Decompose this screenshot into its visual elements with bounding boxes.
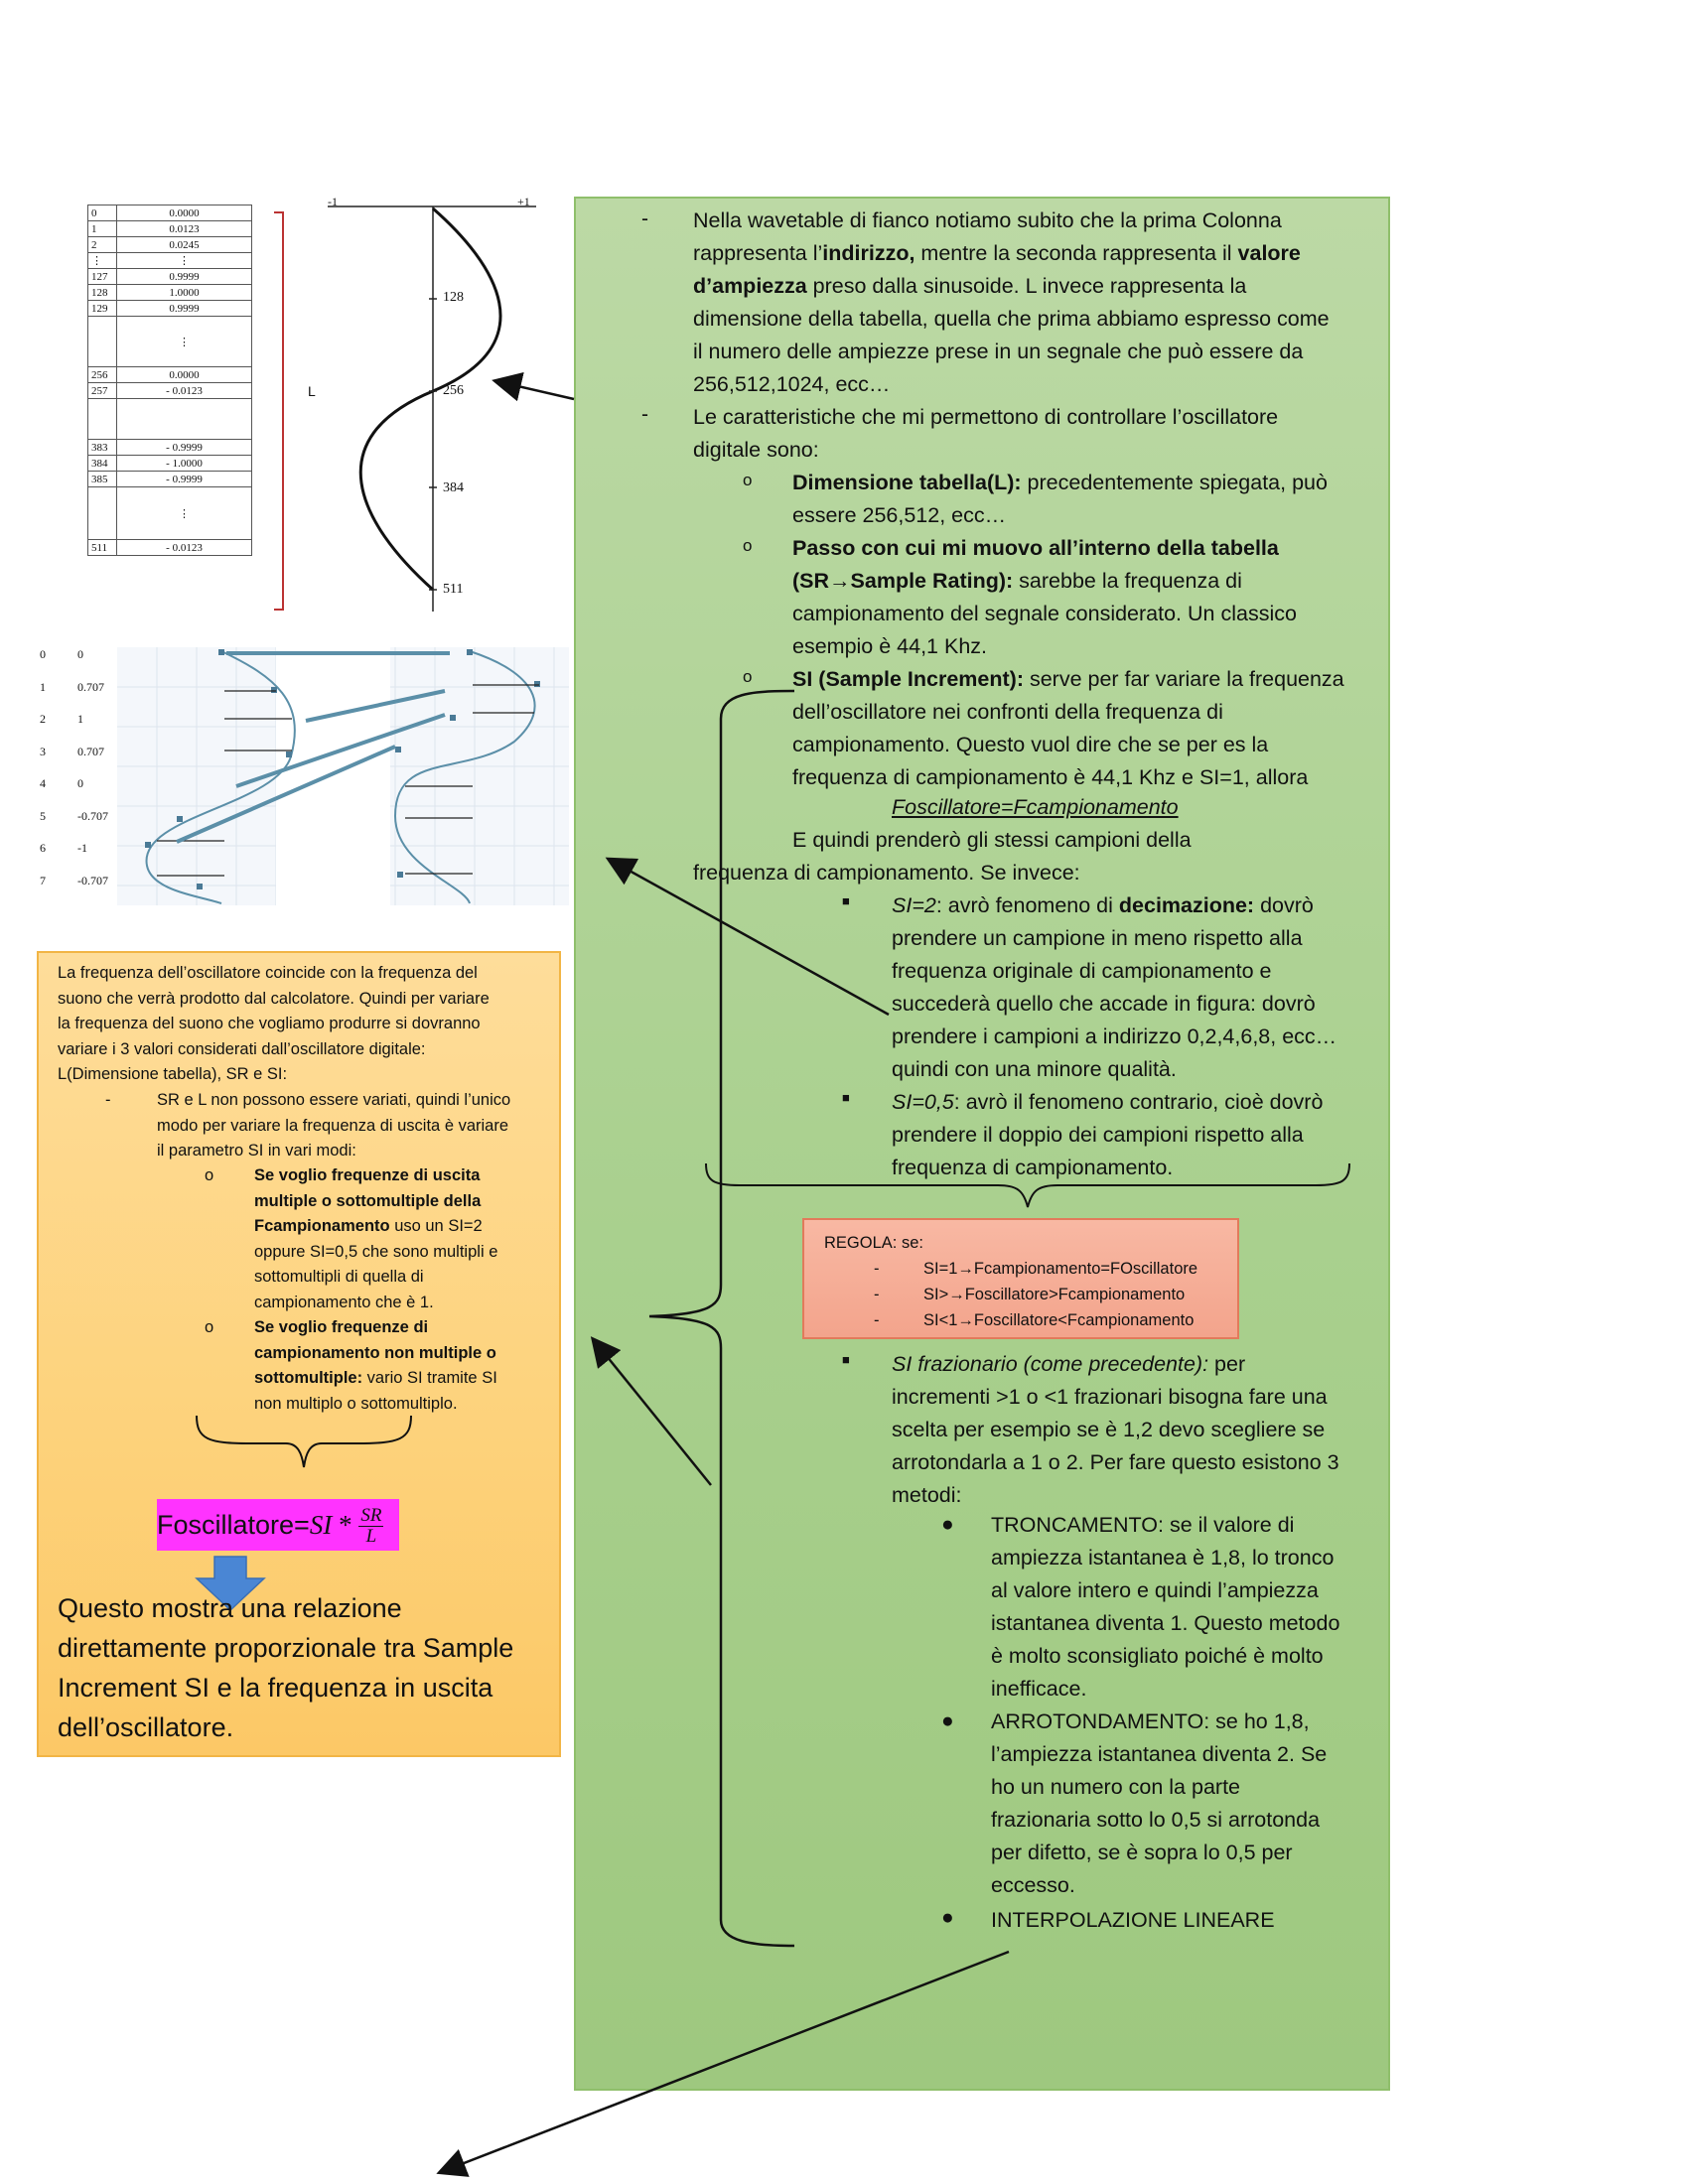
wavetable-index: 257 bbox=[88, 383, 117, 399]
orange-case-1-text: Fcampionamento bbox=[254, 1217, 390, 1235]
green-si2-text: prendere i campioni a indirizzo 0,2,4,6,8, ecc… bbox=[892, 1024, 1337, 1048]
green-arrotondamento-text: frazionaria sotto lo 0,5 si arrotonda bbox=[991, 1808, 1321, 1832]
green-arrotondamento-text: l’ampiezza istantanea diventa 2. Se bbox=[991, 1742, 1328, 1766]
wavetable-value: 0.9999 bbox=[117, 301, 252, 317]
wavetable-value: ⋮ bbox=[117, 253, 252, 269]
green-item-sample-increment-text: serve per far variare la frequenza bbox=[1023, 667, 1344, 691]
wavetable-index: 256 bbox=[88, 367, 117, 383]
green-si-frazionario-text: scelta per esempio se è 1,2 devo scegliere se bbox=[892, 1418, 1326, 1441]
orange-case-2-text: vario SI tramite SI bbox=[362, 1369, 497, 1387]
green-item-passo-text: sarebbe la frequenza di bbox=[1013, 569, 1242, 593]
green-paragraph-1-text: d’ampiezza bbox=[693, 274, 807, 298]
orange-case-1-text: sottomultipli di quella di bbox=[254, 1268, 424, 1286]
orange-intro-text: La frequenza dell’oscillatore coincide con la frequenza del bbox=[58, 964, 478, 982]
orange-case-2-text: non multiplo o sottomultiplo. bbox=[254, 1394, 458, 1413]
disc-bullet: ● bbox=[941, 1709, 954, 1732]
wavetable-value: ⋮ bbox=[117, 487, 252, 540]
sample-value: -0.707 bbox=[77, 808, 108, 823]
wavetable-index: 128 bbox=[88, 285, 117, 301]
green-si2-text: dovrò bbox=[1254, 893, 1314, 917]
circle-bullet: o bbox=[743, 471, 753, 489]
sample-index: 3 bbox=[40, 744, 46, 758]
green-si-frazionario-text: arrotondarla a 1 o 2. Per fare questo esistono 3 bbox=[892, 1450, 1339, 1474]
green-troncamento-text: al valore intero e quindi l’ampiezza bbox=[991, 1578, 1319, 1602]
formula-mul: * bbox=[332, 1510, 359, 1540]
green-troncamento-text: istantanea diventa 1. Questo metodo bbox=[991, 1611, 1340, 1635]
wavetable-value: 0.9999 bbox=[117, 269, 252, 285]
formula-foscillatore-fcampionamento: Foscillatore=Fcampionamento bbox=[892, 795, 1179, 819]
orange-case-2-text: campionamento non multiple o bbox=[254, 1343, 496, 1362]
sample-value: -1 bbox=[77, 841, 87, 855]
green-paragraph-1-text: preso dalla sinusoide. L invece rappresenta la bbox=[806, 274, 1247, 298]
orange-conclusion-line: dell’oscillatore. bbox=[58, 1712, 234, 1742]
orange-case-1-text: oppure SI=0,5 che sono multipli e bbox=[254, 1242, 498, 1261]
orange-intro-text: variare i 3 valori considerati dall’oscillatore digitale: bbox=[58, 1039, 426, 1058]
disc-bullet: ● bbox=[941, 1906, 954, 1929]
green-arrotondamento-text: per difetto, se è sopra lo 0,5 per bbox=[991, 1841, 1293, 1864]
tick-label-384: 384 bbox=[443, 480, 464, 495]
orange-case-1-text: uso un SI=2 bbox=[389, 1217, 483, 1235]
orange-intro-text: la frequenza del suono che vogliamo produrre si dovranno bbox=[58, 1015, 481, 1032]
dash-bullet: - bbox=[641, 403, 648, 426]
circle-bullet: o bbox=[743, 667, 753, 686]
wavetable-index: 385 bbox=[88, 472, 117, 487]
green-item-dimensione-text: precedentemente spiegata, può bbox=[1021, 471, 1328, 494]
green-troncamento-text: inefficace. bbox=[991, 1677, 1087, 1701]
after-formula-text: E quindi prenderò gli stessi campioni della bbox=[792, 828, 1192, 852]
formula-numerator: SR bbox=[360, 1505, 382, 1527]
wavetable-value: - 0.9999 bbox=[117, 472, 252, 487]
orange-conclusion-line: Increment SI e la frequenza in uscita bbox=[58, 1673, 493, 1703]
after-formula-text-2: frequenza di campionamento. Se invece: bbox=[693, 861, 1080, 885]
sample-index: 2 bbox=[40, 712, 46, 726]
sample-value: 0.707 bbox=[77, 744, 104, 758]
green-paragraph-1-text: Nella wavetable di fianco notiamo subito che la prima Colonna bbox=[693, 208, 1282, 232]
wavetable-index: 2 bbox=[88, 237, 117, 253]
orange-case-1-text: campionamento che è 1. bbox=[254, 1293, 434, 1311]
wavetable-index: 1 bbox=[88, 221, 117, 237]
tick-label-128: 128 bbox=[443, 290, 464, 305]
wavetable-index: 384 bbox=[88, 456, 117, 472]
square-bullet: ■ bbox=[842, 893, 850, 908]
wavetable-value: 0.0000 bbox=[117, 367, 252, 383]
orange-intro-text: suono che verrà prodotto dal calcolatore. Quindi per variare bbox=[58, 989, 490, 1008]
square-bullet: ■ bbox=[842, 1352, 850, 1367]
wavetable-index: ⋮ bbox=[88, 253, 117, 269]
green-paragraph-1-text: rappresenta l’ bbox=[693, 241, 823, 265]
green-paragraph-1-text: 256,512,1024, ecc… bbox=[693, 372, 891, 396]
green-si05-text: : avrò il fenomeno contrario, cioè dovrò bbox=[953, 1090, 1324, 1114]
rule-line-2: SI>→Foscillatore>Fcampionamento bbox=[923, 1286, 1186, 1303]
rule-title: REGOLA: se: bbox=[824, 1234, 923, 1252]
green-troncamento-text: TRONCAMENTO: se il valore di bbox=[991, 1513, 1295, 1537]
disc-bullet: ● bbox=[941, 1513, 954, 1536]
sample-value: 1 bbox=[77, 712, 83, 726]
green-si-frazionario-text: metodi: bbox=[892, 1483, 962, 1507]
wavetable-index: 511 bbox=[88, 540, 117, 556]
axis-plus-label: +1 bbox=[517, 195, 530, 208]
wavetable-value: 0.0000 bbox=[117, 205, 252, 221]
axis-minus-label: -1 bbox=[328, 195, 338, 208]
dash-bullet: - bbox=[641, 207, 648, 230]
rule-line-3: SI<1→Foscillatore<Fcampionamento bbox=[923, 1311, 1195, 1329]
formula-si: SI bbox=[309, 1510, 333, 1540]
wavetable-value: 0.0123 bbox=[117, 221, 252, 237]
sample-index: 1 bbox=[40, 679, 46, 694]
orange-case-1-text: Se voglio frequenze di uscita bbox=[254, 1166, 481, 1184]
green-paragraph-2-text: Le caratteristiche che mi permettono di controllare l’oscillatore bbox=[693, 405, 1279, 429]
formula-left: Foscillatore= bbox=[157, 1510, 310, 1540]
green-paragraph-1-text: indirizzo, bbox=[822, 241, 915, 265]
orange-case-2-text: sottomultiple: bbox=[254, 1369, 363, 1387]
sample-index: 6 bbox=[40, 841, 46, 855]
orange-conclusion-line: direttamente proporzionale tra Sample bbox=[58, 1633, 514, 1663]
green-si2-text: : avrò fenomeno di bbox=[935, 893, 1119, 917]
circle-bullet: o bbox=[205, 1166, 214, 1184]
wavetable-value: - 0.0123 bbox=[117, 383, 252, 399]
interpolazione-lineare: INTERPOLAZIONE LINEARE bbox=[991, 1908, 1275, 1932]
rule-box: REGOLA: se: - SI=1→Fcampionamento=FOscillatore - SI>→Foscillatore>Fcampionamento - SI<1→Foscillatore<Fcampionamento bbox=[802, 1218, 1239, 1339]
sample-index: 0 bbox=[40, 647, 46, 661]
wavetable-value: 1.0000 bbox=[117, 285, 252, 301]
square-bullet: ■ bbox=[842, 1090, 850, 1105]
green-item-passo-text: Passo con cui mi muovo all’interno della tabella bbox=[792, 536, 1279, 560]
orange-case-1-text: multiple o sottomultiple della bbox=[254, 1191, 482, 1210]
green-si2-text: SI=2 bbox=[892, 893, 936, 917]
orange-intro-text: L(Dimensione tabella), SR e SI: bbox=[58, 1065, 288, 1083]
dash-bullet: - bbox=[105, 1091, 111, 1109]
formula-denominator: L bbox=[365, 1526, 377, 1548]
sample-value: -0.707 bbox=[77, 873, 108, 887]
circle-bullet: o bbox=[743, 536, 753, 555]
green-item-sample-increment-text: SI (Sample Increment): bbox=[792, 667, 1024, 691]
green-item-sample-increment-text: dell’oscillatore nei confronti della frequenza di bbox=[792, 700, 1223, 724]
sample-value: 0.707 bbox=[77, 679, 104, 694]
green-paragraph-1-text: il numero delle ampiezze prese in un segnale che può essere da bbox=[693, 340, 1304, 363]
circle-bullet: o bbox=[205, 1318, 214, 1336]
green-si2-text: frequenza originale di campionamento e bbox=[892, 959, 1272, 983]
wavetable-index: 383 bbox=[88, 440, 117, 456]
wavetable-value: - 0.9999 bbox=[117, 440, 252, 456]
orange-dash-text: SR e L non possono essere variati, quindi l’unico bbox=[157, 1091, 511, 1109]
green-si2-text: succederà quello che accade in figura: dovrò bbox=[892, 992, 1316, 1016]
green-paragraph-1-text: mentre la seconda rappresenta il bbox=[914, 241, 1238, 265]
tick-label-256: 256 bbox=[443, 383, 464, 398]
green-item-dimensione-text: Dimensione tabella(L): bbox=[792, 471, 1022, 494]
green-si2-text: prendere un campione in meno rispetto alla bbox=[892, 926, 1303, 950]
orange-dash-text: il parametro SI in vari modi: bbox=[157, 1142, 356, 1160]
green-si-frazionario-text: SI frazionario (come precedente): bbox=[892, 1352, 1209, 1376]
l-label: L bbox=[308, 383, 316, 399]
green-item-sample-increment-text: campionamento. Questo vuol dire che se per es la bbox=[792, 733, 1269, 756]
green-arrotondamento-text: ho un numero con la parte bbox=[991, 1775, 1240, 1799]
orange-conclusion-line: Questo mostra una relazione bbox=[58, 1593, 402, 1623]
sample-index: 5 bbox=[40, 808, 46, 823]
green-si2-text: quindi con una minore qualità. bbox=[892, 1057, 1177, 1081]
green-si-frazionario-text: per bbox=[1208, 1352, 1246, 1376]
sample-index: 7 bbox=[40, 873, 46, 887]
orange-case-2-text: Se voglio frequenze di bbox=[254, 1318, 429, 1336]
green-item-passo-text: campionamento del segnale considerato. Un classico bbox=[792, 602, 1297, 625]
green-si05-text: prendere il doppio dei campioni rispetto alla bbox=[892, 1123, 1304, 1147]
green-si05-text: SI=0,5 bbox=[892, 1090, 954, 1114]
green-item-dimensione-text: essere 256,512, ecc… bbox=[792, 503, 1007, 527]
green-paragraph-1-text: valore bbox=[1237, 241, 1301, 265]
green-si05-text: frequenza di campionamento. bbox=[892, 1156, 1174, 1179]
green-item-sample-increment-text: frequenza di campionamento è 44,1 Khz e SI=1, allora bbox=[792, 765, 1309, 789]
green-arrotondamento-text: eccesso. bbox=[991, 1873, 1075, 1897]
wavetable-index: 127 bbox=[88, 269, 117, 285]
orange-dash-text: modo per variare la frequenza di uscita è variare bbox=[157, 1116, 509, 1135]
wavetable-value: ⋮ bbox=[117, 317, 252, 367]
green-si2-text: decimazione: bbox=[1118, 893, 1255, 917]
rule-line-1: SI=1→Fcampionamento=FOscillatore bbox=[923, 1260, 1198, 1278]
green-paragraph-2-text: digitale sono: bbox=[693, 438, 819, 462]
sample-value: 0 bbox=[77, 647, 83, 661]
wavetable-value: - 0.0123 bbox=[117, 540, 252, 556]
wavetable-value: 0.0245 bbox=[117, 237, 252, 253]
green-arrotondamento-text: ARROTONDAMENTO: se ho 1,8, bbox=[991, 1709, 1310, 1733]
green-paragraph-1-text: dimensione della tabella, quella che prima abbiamo espresso come bbox=[693, 307, 1330, 331]
green-si-frazionario-text: incrementi >1 o <1 frazionari bisogna fare una bbox=[892, 1385, 1328, 1409]
green-item-passo-text: (SR→Sample Rating): bbox=[792, 569, 1014, 593]
green-troncamento-text: è molto sconsigliato poiché è molto bbox=[991, 1644, 1324, 1668]
wavetable-index: 0 bbox=[88, 205, 117, 221]
sample-value: 0 bbox=[77, 776, 83, 790]
green-item-passo-text: esempio è 44,1 Khz. bbox=[792, 634, 988, 658]
green-troncamento-text: ampiezza istantanea è 1,8, lo tronco bbox=[991, 1546, 1335, 1570]
wavetable-index: 129 bbox=[88, 301, 117, 317]
wavetable-value: - 1.0000 bbox=[117, 456, 252, 472]
tick-label-511: 511 bbox=[443, 582, 464, 597]
sample-index: 4 bbox=[40, 776, 46, 790]
